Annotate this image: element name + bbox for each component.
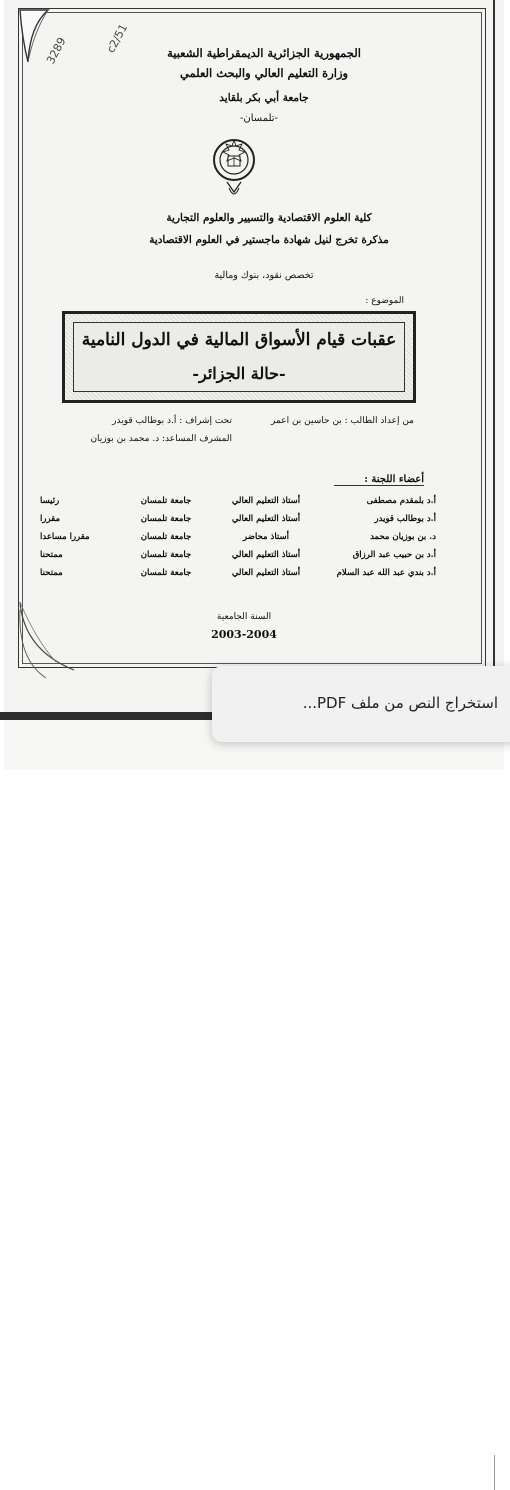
- jury-university: جامعة تلمسان: [140, 514, 192, 524]
- supervisor: تحت إشراف : أ.د بوطالب قويدر: [112, 416, 232, 426]
- jury-role: رئيسا: [40, 496, 60, 506]
- academic-year-label: السنة الجامعية: [216, 612, 272, 622]
- jury-name: د. بن بوزيان محمد: [370, 532, 436, 542]
- jury-name: أ.د بندي عبد الله عبد السلام: [336, 568, 436, 578]
- header-republic: الجمهورية الجزائرية الديمقراطية الشعبية: [167, 46, 361, 60]
- header-city: -تلمسان-: [240, 113, 278, 124]
- jury-heading: أعضاء اللجنة :: [334, 474, 424, 486]
- jury-rank: أستاذ التعليم العالي: [231, 514, 301, 524]
- title-frame: [62, 311, 416, 403]
- jury-university: جامعة تلمسان: [140, 568, 192, 578]
- table-row: [40, 546, 436, 564]
- header-university: جامعة أبي بكر بلقايد: [219, 92, 309, 104]
- jury-university: جامعة تلمسان: [140, 550, 192, 560]
- toast-message: استخراج النص من ملف PDF...: [302, 694, 498, 712]
- header-ministry: وزارة التعليم العالي والبحث العلمي: [179, 66, 349, 80]
- thesis-title: عقبات قيام الأسواق المالية في الدول النامية: [81, 330, 397, 350]
- handwritten-number: 3289: [44, 35, 69, 67]
- jury-role: ممتحنا: [40, 550, 63, 560]
- page-corner-curl-icon: [16, 600, 76, 680]
- jury-rank: أستاذ التعليم العالي: [231, 568, 301, 578]
- jury-table: [40, 492, 436, 582]
- faculty-name: كلية العلوم الاقتصادية والتسيير والعلوم التجارية: [166, 212, 372, 224]
- table-row: [40, 492, 436, 510]
- jury-role: مقررا: [40, 514, 61, 524]
- table-row: [40, 510, 436, 528]
- table-row: [40, 528, 436, 546]
- jury-name: أ.د بلمقدم مصطفى: [366, 496, 436, 506]
- pdf-page: [4, 0, 504, 712]
- handwritten-code: c2/51: [104, 21, 131, 56]
- co-supervisor: المشرف المساعد: د. محمد بن بوزيان: [90, 434, 232, 444]
- jury-university: جامعة تلمسان: [140, 532, 192, 542]
- jury-role: ممتحنا: [40, 568, 63, 578]
- jury-rank: أستاذ التعليم العالي: [231, 496, 301, 506]
- scan-edge-line: [493, 0, 495, 700]
- jury-name: أ.د بوطالب قويدر: [374, 514, 436, 524]
- university-seal-icon: [209, 130, 259, 202]
- jury-rank: أستاذ التعليم العالي: [231, 550, 301, 560]
- jury-name: أ.د بن حبيب عبد الرزاق: [352, 550, 436, 560]
- extraction-toast: [212, 666, 510, 742]
- thesis-subtitle: -حالة الجزائر-: [192, 364, 286, 383]
- jury-university: جامعة تلمسان: [140, 496, 192, 506]
- scan-edge-line: [474, 1455, 495, 1490]
- specialty: تخصص نقود، بنوك ومالية: [214, 270, 314, 281]
- academic-year: 2003-2004: [211, 628, 277, 641]
- prepared-by: من إعداد الطالب : بن حاسين بن اعمر: [271, 416, 414, 426]
- thesis-type: مذكرة تخرج لنيل شهادة ماجستير في العلوم الاقتصادية: [149, 234, 389, 246]
- jury-rank: أستاذ محاضر: [243, 532, 289, 542]
- jury-role: مقررا مساعدا: [40, 532, 90, 542]
- subject-label: الموضوع :: [365, 296, 404, 306]
- table-row: [40, 564, 436, 582]
